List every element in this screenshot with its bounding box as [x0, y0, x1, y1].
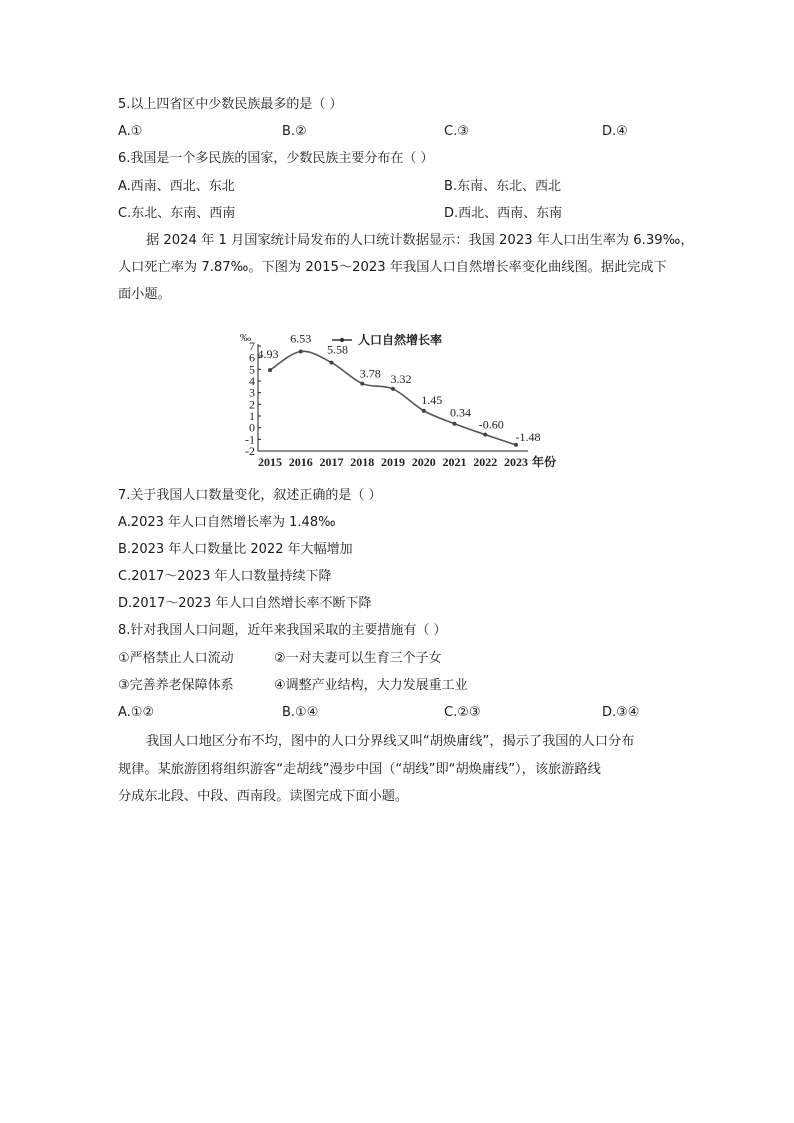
q6-option-b: B.东南、东北、西北	[444, 179, 562, 194]
q5-option-d: D.④	[602, 124, 628, 139]
x-tick-label: 2016	[288, 455, 313, 469]
q5-stem: 5.以上四省区中少数民族最多的是（ ）	[118, 97, 343, 112]
data-point	[453, 422, 457, 426]
q5-option-b: B.②	[282, 124, 307, 139]
q7-option-b: B.2023 年人口数量比 2022 年大幅增加	[118, 542, 353, 557]
q7-stem: 7.关于我国人口数量变化，叙述正确的是（ ）	[118, 488, 382, 503]
legend-marker	[340, 338, 344, 342]
x-axis-label: 年份	[532, 455, 556, 469]
x-tick-label: 2022	[473, 455, 498, 469]
passage1-line-3: 面小题。	[118, 287, 171, 302]
data-label: 0.34	[450, 405, 471, 420]
q8-option-b: B.①④	[282, 705, 319, 720]
q5-option-c: C.③	[444, 124, 469, 139]
y-tick-label: 5	[249, 362, 255, 377]
x-tick-label: 2020	[411, 455, 436, 469]
data-label: 3.32	[390, 371, 412, 386]
data-label: -1.48	[515, 429, 541, 444]
y-tick-label: -2	[245, 444, 255, 458]
passage2-line-3: 分成东北段、中段、西南段。读图完成下面小题。	[118, 789, 409, 804]
y-tick-label: 0	[249, 420, 255, 435]
data-label: 4.93	[257, 347, 279, 362]
y-unit-label: ‰	[240, 332, 251, 344]
q6-option-a: A.西南、西北、东北	[118, 179, 235, 194]
data-point	[299, 349, 303, 353]
x-tick-label: 2015	[258, 455, 282, 469]
q8-measure-1: ①严格禁止人口流动	[118, 651, 234, 666]
data-point	[422, 409, 426, 413]
x-tick-label: 2021	[442, 455, 467, 469]
q8-stem: 8.针对我国人口问题，近年来我国采取的主要措施有（ ）	[118, 623, 447, 638]
passage2-line-1: 我国人口地区分布不均，图中的人口分界线又叫“胡焕庸线”，揭示了我国的人口分布	[146, 734, 635, 749]
data-point	[360, 382, 364, 386]
passage1-line-2: 人口死亡率为 7.87‰。下图为 2015～2023 年我国人口自然增长率变化曲线图。据此完成下	[118, 260, 667, 275]
y-tick-label: 3	[249, 385, 255, 400]
passage1-line-1: 据 2024 年 1 月国家统计局发布的人口统计数据显示：我国 2023 年人口出生率为 6.39‰，	[146, 233, 694, 248]
data-label: 5.58	[327, 342, 348, 357]
q5-option-a: A.①	[118, 124, 143, 139]
q7-option-c: C.2017～2023 年人口数量持续下降	[118, 569, 332, 584]
x-tick-label: 2023	[504, 455, 528, 469]
y-tick-label: 1	[249, 409, 255, 423]
q8-option-a: A.①②	[118, 705, 155, 720]
data-label: 1.45	[421, 392, 443, 407]
x-tick-label: 2019	[381, 455, 405, 469]
data-point	[330, 361, 334, 365]
x-tick-label: 2017	[319, 455, 344, 469]
data-label: 3.78	[359, 366, 381, 381]
q7-option-d: D.2017～2023 年人口自然增长率不断下降	[118, 596, 372, 611]
data-point	[391, 387, 395, 391]
data-point	[268, 368, 272, 372]
passage2-line-2: 规律。某旅游团将组织游客“走胡线”漫步中国（“胡线”即“胡焕庸线”），该旅游路线	[118, 762, 601, 777]
legend-label: 人口自然增长率	[358, 333, 443, 347]
data-label: -0.60	[478, 417, 504, 432]
data-point	[483, 433, 487, 437]
q7-option-a: A.2023 年人口自然增长率为 1.48‰	[118, 515, 336, 530]
q8-measure-3: ③完善养老保障体系	[118, 678, 234, 693]
x-tick-label: 2018	[350, 455, 375, 469]
q8-option-c: C.②③	[444, 705, 481, 720]
y-tick-label: 7	[249, 339, 255, 353]
y-tick-label: 6	[249, 350, 255, 365]
growth-rate-chart	[236, 330, 556, 475]
q6-option-c: C.东北、东南、西南	[118, 206, 236, 221]
y-tick-label: 4	[249, 374, 255, 388]
q6-stem: 6.我国是一个多民族的国家，少数民族主要分布在（ ）	[118, 151, 434, 166]
q8-option-d: D.③④	[602, 705, 640, 720]
y-tick-label: 2	[249, 397, 255, 412]
q8-measure-4: ④调整产业结构，大力发展重工业	[274, 678, 468, 693]
q6-option-d: D.西北、西南、东南	[444, 206, 563, 221]
y-tick-label: -1	[245, 432, 255, 447]
data-label: 6.53	[290, 331, 312, 346]
q8-measure-2: ②一对夫妻可以生育三个子女	[274, 651, 442, 666]
